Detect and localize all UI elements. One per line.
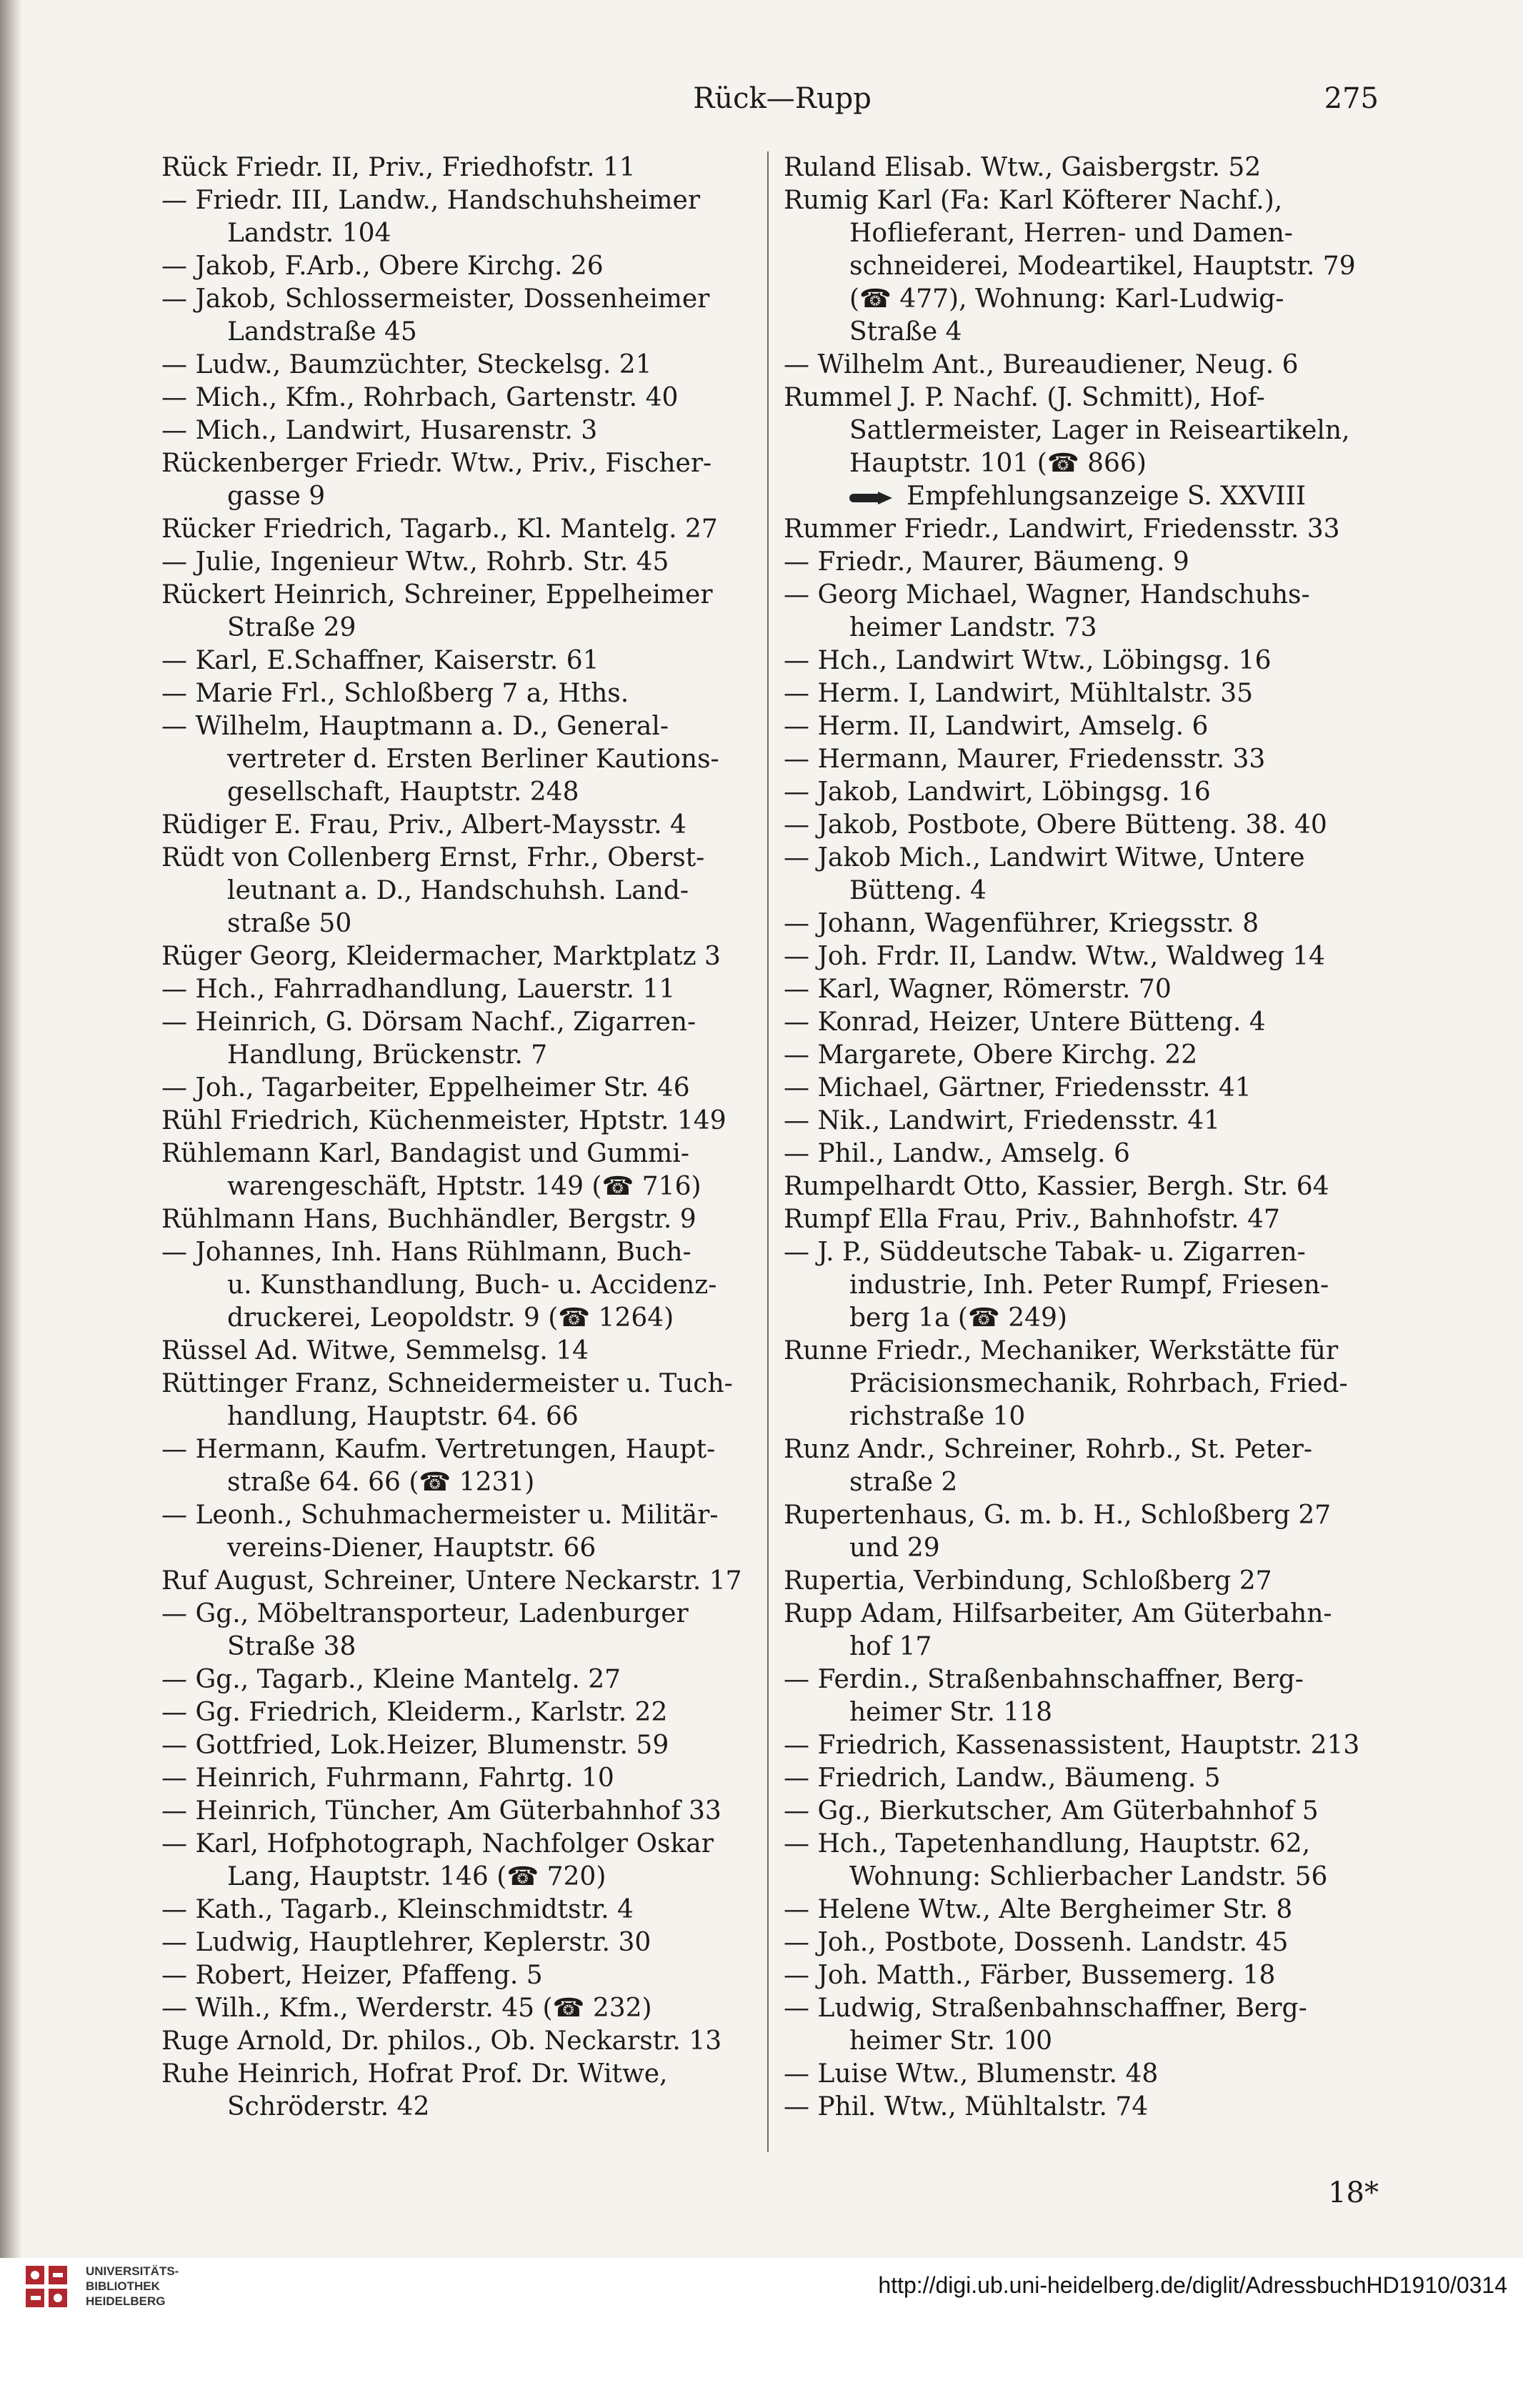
entry-text: — Jakob, Postbote, Obere Bütteng. 38. 40 (784, 810, 1327, 840)
entry-text: heimer Str. 118 (849, 1698, 1053, 1727)
directory-entry (161, 447, 762, 480)
entry-text: Rumpf Ella Frau, Priv., Bahnhofstr. 47 (784, 1205, 1280, 1234)
directory-entry (784, 1729, 1384, 1762)
directory-entry (161, 1433, 762, 1466)
entry-text: Lang, Hauptstr. 146 (☎ 720) (227, 1862, 606, 1891)
entry-text: berg 1a (☎ 249) (849, 1303, 1067, 1333)
directory-entry (161, 973, 762, 1006)
directory-entry (161, 1795, 762, 1828)
entry-text: Präcisionsmechanik, Rohrbach, Fried- (849, 1369, 1348, 1398)
entry-continuation-line (784, 1466, 1384, 1499)
entry-text: u. Kunsthandlung, Buch- u. Accidenz- (227, 1270, 717, 1300)
entry-text: heimer Landstr. 73 (849, 613, 1097, 642)
entry-text: — Jakob, Schlossermeister, Dossenheimer (161, 284, 710, 314)
entry-text: — Karl, Wagner, Römerstr. 70 (784, 975, 1172, 1004)
entry-text: — Johann, Wagenführer, Kriegsstr. 8 (784, 909, 1259, 938)
entry-text: — Wilhelm, Hauptmann a. D., General- (161, 712, 669, 741)
entry-text: (☎ 477), Wohnung: Karl-Ludwig- (849, 284, 1284, 314)
directory-entry (161, 1565, 762, 1598)
entry-text: Schröderstr. 42 (227, 2092, 430, 2121)
entry-text: — Georg Michael, Wagner, Handschuhs- (784, 580, 1310, 610)
entry-text: Bütteng. 4 (849, 876, 987, 905)
entry-text: Ruhe Heinrich, Hofrat Prof. Dr. Witwe, (161, 2059, 668, 2089)
directory-entry (784, 579, 1384, 612)
entry-continuation-line (784, 1861, 1384, 1894)
directory-entry (161, 940, 762, 973)
entry-text: — Robert, Heizer, Pfaffeng. 5 (161, 1961, 543, 1990)
entry-text: und 29 (849, 1533, 940, 1563)
directory-entry (784, 677, 1384, 710)
entry-text: — Karl, Hofphotograph, Nachfolger Oskar (161, 1829, 714, 1859)
entry-text: — Hch., Landwirt Wtw., Löbingsg. 16 (784, 646, 1272, 675)
entry-text: — Leonh., Schuhmachermeister u. Militär- (161, 1501, 719, 1530)
entry-text: Rüdt von Collenberg Ernst, Frhr., Oberst- (161, 843, 705, 872)
entry-text: Handlung, Brückenstr. 7 (227, 1040, 548, 1070)
directory-entry (784, 546, 1384, 579)
entry-text: — Marie Frl., Schloßberg 7 a, Hths. (161, 679, 629, 708)
entry-continuation-line (784, 1302, 1384, 1335)
directory-entry (784, 1203, 1384, 1236)
directory-entry (784, 809, 1384, 842)
entry-text: — Konrad, Heizer, Untere Bütteng. 4 (784, 1008, 1266, 1037)
entry-text: — Herm. II, Landwirt, Amselg. 6 (784, 712, 1209, 741)
library-line-3: HEIDELBERG (86, 2294, 166, 2308)
directory-entry (161, 1203, 762, 1236)
directory-entry (161, 1959, 762, 1992)
entry-text: — Gg., Möbeltransporteur, Ladenburger (161, 1599, 689, 1628)
entry-continuation-line (161, 1532, 762, 1565)
directory-entry (784, 382, 1384, 414)
entry-text: — Kath., Tagarb., Kleinschmidtstr. 4 (161, 1895, 634, 1924)
entry-text: — Heinrich, G. Dörsam Nachf., Zigarren- (161, 1008, 696, 1037)
entry-text: — Mich., Kfm., Rohrbach, Gartenstr. 40 (161, 383, 679, 412)
entry-text: — Gg., Tagarb., Kleine Mantelg. 27 (161, 1665, 621, 1694)
entry-text: — Friedr. III, Landw., Handschuhsheimer (161, 186, 701, 215)
entry-text: — Jakob, F.Arb., Obere Kirchg. 26 (161, 252, 604, 281)
directory-entry (784, 1236, 1384, 1269)
directory-entry (161, 151, 762, 184)
entry-continuation-line (784, 2025, 1384, 2058)
directory-entry (161, 1992, 762, 2025)
entry-continuation-line (784, 250, 1384, 283)
entry-text: industrie, Inh. Peter Rumpf, Friesen- (849, 1270, 1329, 1300)
column-divider (767, 151, 769, 2152)
entry-continuation-line (161, 1170, 762, 1203)
entry-text: gasse 9 (227, 482, 326, 511)
entry-text: Rumpelhardt Otto, Kassier, Bergh. Str. 64 (784, 1172, 1329, 1201)
source-url-link[interactable]: http://digi.ub.uni-heidelberg.de/diglit/AdressbuchHD1910/0314 (878, 2272, 1507, 2298)
entry-text: Rupp Adam, Hilfsarbeiter, Am Güterbahn- (784, 1599, 1332, 1628)
pointing-hand-icon (849, 492, 892, 504)
directory-entry (161, 579, 762, 612)
entry-text: — Ludwig, Straßenbahnschaffner, Berg- (784, 1994, 1307, 2023)
directory-entry (161, 1663, 762, 1696)
directory-entry (161, 283, 762, 316)
entry-text: — Ludw., Baumzüchter, Steckelsg. 21 (161, 350, 652, 379)
entry-continuation-line (161, 1269, 762, 1302)
entry-text: Ruf August, Schreiner, Untere Neckarstr. 17 (161, 1566, 742, 1596)
entry-continuation-line (161, 1302, 762, 1335)
entry-text: straße 2 (849, 1468, 958, 1497)
directory-entry (784, 513, 1384, 546)
entry-text: — Friedr., Maurer, Bäumeng. 9 (784, 547, 1189, 577)
directory-entry (161, 414, 762, 447)
directory-entry (784, 842, 1384, 875)
directory-entry (161, 1926, 762, 1959)
entry-text: Sattlermeister, Lager in Reiseartikeln, (849, 416, 1350, 445)
entry-text: schneiderei, Modeartikel, Hauptstr. 79 (849, 252, 1356, 281)
entry-text: — Margarete, Obere Kirchg. 22 (784, 1040, 1198, 1070)
directory-entry (161, 809, 762, 842)
directory-entry (161, 1729, 762, 1762)
page-number: 275 (1324, 82, 1379, 115)
entry-text: Rüssel Ad. Witwe, Semmelsg. 14 (161, 1336, 589, 1365)
directory-entry (161, 1894, 762, 1926)
entry-continuation-line (784, 1532, 1384, 1565)
entry-continuation-line (161, 1861, 762, 1894)
entry-text: — Helene Wtw., Alte Bergheimer Str. 8 (784, 1895, 1293, 1924)
directory-entry (784, 480, 1384, 513)
directory-entry (784, 1894, 1384, 1926)
entry-text: druckerei, Leopoldstr. 9 (☎ 1264) (227, 1303, 674, 1333)
entry-text: — Joh. Frdr. II, Landw. Wtw., Waldweg 14 (784, 942, 1326, 971)
entry-text: Wohnung: Schlierbacher Landstr. 56 (849, 1862, 1328, 1891)
directory-entry (784, 1499, 1384, 1532)
directory-entry (161, 842, 762, 875)
entry-continuation-line (161, 612, 762, 645)
entry-text: Rumig Karl (Fa: Karl Köfterer Nachf.), (784, 186, 1283, 215)
entry-text: Rüger Georg, Kleidermacher, Marktplatz 3 (161, 942, 721, 971)
directory-entry (161, 1006, 762, 1039)
entry-continuation-line (784, 1696, 1384, 1729)
entry-text: Rühlmann Hans, Buchhändler, Bergstr. 9 (161, 1205, 696, 1234)
entry-continuation-line (784, 316, 1384, 349)
entry-text: — Ferdin., Straßenbahnschaffner, Berg- (784, 1665, 1304, 1694)
entry-text: — Jakob Mich., Landwirt Witwe, Untere (784, 843, 1305, 872)
entry-continuation-line (784, 447, 1384, 480)
entry-continuation-line (161, 743, 762, 776)
entry-text: Runne Friedr., Mechaniker, Werkstätte für (784, 1336, 1339, 1365)
directory-entry (784, 1795, 1384, 1828)
directory-entry (784, 1105, 1384, 1138)
entry-text: vertreter d. Ersten Berliner Kautions- (227, 745, 719, 774)
entry-text: — Wilhelm Ant., Bureaudiener, Neug. 6 (784, 350, 1299, 379)
entry-continuation-line (784, 875, 1384, 907)
entry-continuation-line (784, 1269, 1384, 1302)
entry-text: Hauptstr. 101 (☎ 866) (849, 449, 1147, 478)
entry-continuation-line (161, 1400, 762, 1433)
directory-entry (784, 349, 1384, 382)
entry-text: Rücker Friedrich, Tagarb., Kl. Mantelg. 27 (161, 514, 718, 544)
entry-text: — Phil., Landw., Amselg. 6 (784, 1139, 1130, 1168)
entry-text: — Luise Wtw., Blumenstr. 48 (784, 2059, 1159, 2089)
entry-continuation-line (161, 2091, 762, 2124)
directory-entry (784, 1039, 1384, 1072)
directory-entry (161, 1828, 762, 1861)
directory-entry (784, 1959, 1384, 1992)
entry-text: — Hermann, Maurer, Friedensstr. 33 (784, 745, 1266, 774)
directory-entry (784, 1138, 1384, 1170)
entry-text: — Gg., Bierkutscher, Am Güterbahnhof 5 (784, 1796, 1319, 1826)
directory-entry (161, 1696, 762, 1729)
directory-entry (161, 382, 762, 414)
entry-text: Ruge Arnold, Dr. philos., Ob. Neckarstr. 13 (161, 2026, 722, 2056)
directory-entry (784, 1663, 1384, 1696)
library-line-2: BIBLIOTHEK (86, 2279, 160, 2293)
entry-text: — Michael, Gärtner, Friedensstr. 41 (784, 1073, 1252, 1103)
entry-text: Rummer Friedr., Landwirt, Friedensstr. 33 (784, 514, 1340, 544)
library-line-1: UNIVERSITÄTS- (86, 2264, 179, 2278)
directory-entry (784, 743, 1384, 776)
entry-text: — Jakob, Landwirt, Löbingsg. 16 (784, 777, 1211, 807)
directory-entry (784, 907, 1384, 940)
entry-text: Rüttinger Franz, Schneidermeister u. Tuch- (161, 1369, 733, 1398)
entry-text: — Wilh., Kfm., Werderstr. 45 (☎ 232) (161, 1994, 652, 2023)
directory-entry (784, 2058, 1384, 2091)
directory-entry (784, 940, 1384, 973)
entry-text: — Ludwig, Hauptlehrer, Keplerstr. 30 (161, 1928, 651, 1957)
entry-text: — Friedrich, Kassenassistent, Hauptstr. 213 (784, 1731, 1360, 1760)
entry-continuation-line (784, 1631, 1384, 1663)
directory-entry (784, 776, 1384, 809)
directory-entry (784, 1433, 1384, 1466)
running-header: Rück—Rupp (693, 82, 872, 115)
entry-text: Hoflieferant, Herren- und Damen- (849, 219, 1293, 248)
directory-entry (161, 1138, 762, 1170)
directory-entry (784, 1762, 1384, 1795)
entry-continuation-line (161, 1039, 762, 1072)
directory-entry (161, 1762, 762, 1795)
entry-text: — Joh., Tagarbeiter, Eppelheimer Str. 46 (161, 1073, 690, 1103)
entry-text: Ruland Elisab. Wtw., Gaisbergstr. 52 (784, 153, 1262, 182)
entry-text: Rück Friedr. II, Priv., Friedhofstr. 11 (161, 153, 636, 182)
entry-text: Runz Andr., Schreiner, Rohrb., St. Peter- (784, 1435, 1312, 1464)
directory-entry (161, 349, 762, 382)
entry-text: Landstraße 45 (227, 317, 417, 347)
entry-text: Straße 29 (227, 613, 356, 642)
entry-continuation-line (784, 414, 1384, 447)
directory-entry (784, 710, 1384, 743)
entry-text: Rühlemann Karl, Bandagist und Gummi- (161, 1139, 689, 1168)
directory-entry (161, 1499, 762, 1532)
entry-text: Empfehlungsanzeige S. XXVIII (907, 482, 1307, 511)
entry-text: warengeschäft, Hptstr. 149 (☎ 716) (227, 1172, 701, 1201)
directory-entry (784, 1006, 1384, 1039)
entry-text: Rupertenhaus, G. m. b. H., Schloßberg 27 (784, 1501, 1332, 1530)
entry-text: heimer Str. 100 (849, 2026, 1053, 2056)
directory-entry (161, 250, 762, 283)
entry-text: vereins-Diener, Hauptstr. 66 (227, 1533, 596, 1563)
entry-text: — Nik., Landwirt, Friedensstr. 41 (784, 1106, 1220, 1135)
entry-text: Straße 38 (227, 1632, 356, 1661)
entry-text: — Friedrich, Landw., Bäumeng. 5 (784, 1763, 1221, 1793)
right-column (784, 151, 1384, 2124)
entry-text: — Joh. Matth., Färber, Bussemerg. 18 (784, 1961, 1276, 1990)
directory-entry (784, 1992, 1384, 2025)
library-name (86, 2264, 300, 2309)
entry-text: richstraße 10 (849, 1402, 1026, 1431)
entry-text: handlung, Hauptstr. 64. 66 (227, 1402, 579, 1431)
entry-continuation-line (161, 217, 762, 250)
directory-entry (161, 710, 762, 743)
entry-continuation-line (784, 612, 1384, 645)
entry-text: — Johannes, Inh. Hans Rühlmann, Buch- (161, 1238, 691, 1267)
entry-text: — J. P., Süddeutsche Tabak- u. Zigarren- (784, 1238, 1306, 1267)
entry-text: Rühl Friedrich, Küchenmeister, Hptstr. 149 (161, 1106, 726, 1135)
entry-text: Rückenberger Friedr. Wtw., Priv., Fischer- (161, 449, 712, 478)
directory-entry (784, 1072, 1384, 1105)
directory-entry (784, 1335, 1384, 1368)
entry-continuation-line (784, 283, 1384, 316)
directory-entry (784, 151, 1384, 184)
entry-text: Rüdiger E. Frau, Priv., Albert-Maysstr. 4 (161, 810, 686, 840)
directory-entry (784, 1926, 1384, 1959)
entry-text: — Hermann, Kaufm. Vertretungen, Haupt- (161, 1435, 716, 1464)
entry-text: — Gg. Friedrich, Kleiderm., Karlstr. 22 (161, 1698, 668, 1727)
directory-entry (784, 1170, 1384, 1203)
directory-entry (161, 1105, 762, 1138)
book-binding-edge (0, 0, 21, 2408)
directory-entry (161, 1072, 762, 1105)
directory-entry (161, 184, 762, 217)
entry-text: Rupertia, Verbindung, Schloßberg 27 (784, 1566, 1272, 1596)
entry-text: — Herm. I, Landwirt, Mühltalstr. 35 (784, 679, 1254, 708)
directory-entry (161, 1236, 762, 1269)
entry-text: straße 64. 66 (☎ 1231) (227, 1468, 535, 1497)
entry-text: Landstr. 104 (227, 219, 391, 248)
entry-text: — Hch., Fahrradhandlung, Lauerstr. 11 (161, 975, 676, 1004)
directory-entry (161, 513, 762, 546)
entry-continuation-line (161, 776, 762, 809)
entry-text: — Phil. Wtw., Mühltalstr. 74 (784, 2092, 1149, 2121)
entry-continuation-line (784, 217, 1384, 250)
entry-text: — Gottfried, Lok.Heizer, Blumenstr. 59 (161, 1731, 669, 1760)
directory-entry (161, 2025, 762, 2058)
entry-text: Rückert Heinrich, Schreiner, Eppelheimer (161, 580, 713, 610)
entry-text: Straße 4 (849, 317, 962, 347)
directory-entry (784, 973, 1384, 1006)
entry-continuation-line (784, 1368, 1384, 1400)
directory-entry (784, 1565, 1384, 1598)
directory-entry (784, 645, 1384, 677)
directory-entry (161, 677, 762, 710)
entry-text: leutnant a. D., Handschuhsh. Land- (227, 876, 689, 905)
directory-entry (784, 184, 1384, 217)
entry-text: straße 50 (227, 909, 352, 938)
entry-text: Rummel J. P. Nachf. (J. Schmitt), Hof- (784, 383, 1265, 412)
directory-entry (784, 1598, 1384, 1631)
signature-mark: 18* (1328, 2176, 1379, 2209)
entry-text: — Joh., Postbote, Dossenh. Landstr. 45 (784, 1928, 1289, 1957)
entry-continuation-line (784, 1400, 1384, 1433)
entry-text: gesellschaft, Hauptstr. 248 (227, 777, 579, 807)
entry-text: — Heinrich, Fuhrmann, Fahrtg. 10 (161, 1763, 614, 1793)
entry-continuation-line (161, 1631, 762, 1663)
directory-entry (161, 1335, 762, 1368)
entry-text: — Julie, Ingenieur Wtw., Rohrb. Str. 45 (161, 547, 669, 577)
directory-entry (161, 2058, 762, 2091)
entry-continuation-line (161, 316, 762, 349)
entry-text: hof 17 (849, 1632, 932, 1661)
entry-continuation-line (161, 480, 762, 513)
directory-entry (161, 1598, 762, 1631)
entry-continuation-line (161, 875, 762, 907)
entry-text: — Karl, E.Schaffner, Kaiserstr. 61 (161, 646, 599, 675)
directory-entry (161, 645, 762, 677)
directory-entry (161, 1368, 762, 1400)
directory-entry (784, 2091, 1384, 2124)
left-column (161, 151, 762, 2124)
entry-text: — Hch., Tapetenhandlung, Hauptstr. 62, (784, 1829, 1311, 1859)
entry-continuation-line (161, 1466, 762, 1499)
entry-text: — Heinrich, Tüncher, Am Güterbahnhof 33 (161, 1796, 721, 1826)
directory-entry (784, 1828, 1384, 1861)
directory-entry (161, 546, 762, 579)
entry-continuation-line (161, 907, 762, 940)
library-seal-icon (21, 2262, 71, 2312)
entry-text: — Mich., Landwirt, Husarenstr. 3 (161, 416, 598, 445)
